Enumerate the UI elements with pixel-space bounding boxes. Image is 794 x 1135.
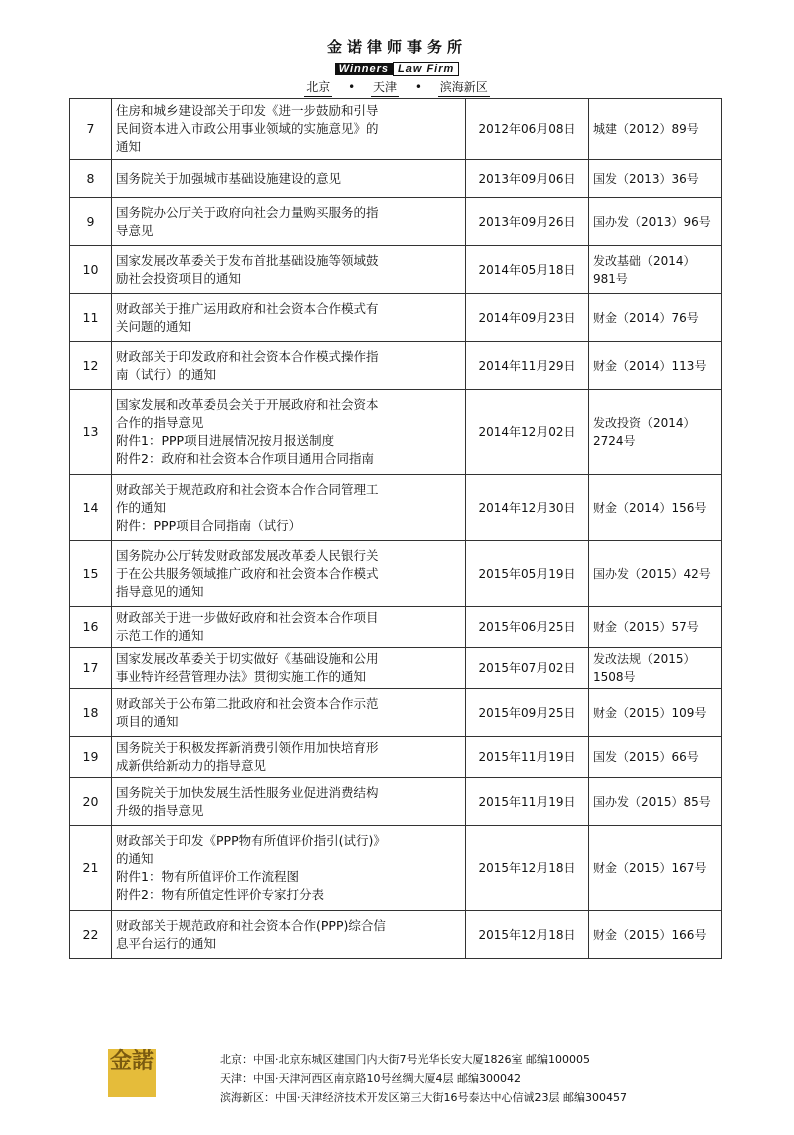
firm-name-en-part2: Law Firm	[393, 62, 459, 76]
issue-date: 2014年12月02日	[466, 390, 589, 475]
row-number: 9	[70, 198, 112, 246]
row-number: 22	[70, 911, 112, 959]
document-title-line: 作的通知	[116, 499, 167, 515]
document-number: 国办发（2013）96号	[589, 198, 722, 246]
document-number: 城建（2012）89号	[589, 99, 722, 160]
row-number: 14	[70, 475, 112, 541]
document-number: 发改法规（2015）1508号	[589, 648, 722, 689]
table-row	[70, 294, 722, 342]
document-title	[112, 246, 466, 294]
separator-dot: •	[414, 80, 422, 94]
document-title-line: 南（试行）的通知	[116, 366, 217, 382]
document-title	[112, 475, 466, 541]
document-title-line: 附件2：物有所值定性评价专家打分表	[116, 887, 324, 902]
document-title-line: 息平台运行的通知	[116, 935, 217, 951]
document-title-line: 国务院办公厅转发财政部发展改革委人民银行关	[116, 547, 379, 563]
document-title-line: 财政部关于印发《PPP物有所值评价指引(试行)》	[116, 833, 386, 848]
issue-date: 2015年09月25日	[466, 689, 589, 737]
document-title-line: 财政部关于规范政府和社会资本合作合同管理工	[116, 481, 379, 497]
row-number: 13	[70, 390, 112, 475]
footer-address-beijing: 北京：中国·北京东城区建国门内大街7号光华长安大厦1826室 邮编100005	[220, 1053, 590, 1066]
document-title-line: 附件：PPP项目合同指南（试行）	[116, 517, 302, 533]
table-row	[70, 342, 722, 390]
document-number: 国办发（2015）85号	[589, 778, 722, 826]
document-title-line: 附件1：物有所值评价工作流程图	[116, 869, 299, 884]
document-number: 财金（2014）156号	[589, 475, 722, 541]
issue-date: 2015年12月18日	[466, 911, 589, 959]
issue-date: 2015年06月25日	[466, 607, 589, 648]
document-number: 发改基础（2014）981号	[589, 246, 722, 294]
document-title-line: 指导意见的通知	[116, 583, 204, 599]
row-number: 10	[70, 246, 112, 294]
document-title	[112, 342, 466, 390]
firm-name-cn: 金诺律师事务所	[326, 38, 467, 56]
document-title-line: 示范工作的通知	[116, 628, 204, 643]
table-row	[70, 648, 722, 689]
letterhead	[0, 36, 794, 76]
footer-address-tianjin: 天津：中国·天津河西区南京路10号丝绸大厦4层 邮编300042	[220, 1072, 521, 1085]
document-title	[112, 778, 466, 826]
document-title-line: 于在公共服务领域推广政府和社会资本合作模式	[116, 565, 379, 581]
document-title	[112, 648, 466, 689]
regulations-table-body	[70, 99, 722, 959]
office-city-beijing: 北京	[304, 78, 332, 97]
issue-date: 2014年11月29日	[466, 342, 589, 390]
document-title	[112, 911, 466, 959]
row-number: 12	[70, 342, 112, 390]
table-row	[70, 778, 722, 826]
document-title-line: 国务院关于加快发展生活性服务业促进消费结构	[116, 784, 379, 800]
document-number: 国发（2013）36号	[589, 160, 722, 198]
issue-date: 2015年05月19日	[466, 541, 589, 607]
document-title	[112, 737, 466, 778]
document-number: 国办发（2015）42号	[589, 541, 722, 607]
document-number: 财金（2015）109号	[589, 689, 722, 737]
document-title	[112, 826, 466, 911]
table-row	[70, 737, 722, 778]
issue-date: 2015年11月19日	[466, 778, 589, 826]
issue-date: 2013年09月26日	[466, 198, 589, 246]
row-number: 15	[70, 541, 112, 607]
document-title-line: 国务院办公厅关于政府向社会力量购买服务的指	[116, 204, 379, 220]
document-number: 财金（2015）166号	[589, 911, 722, 959]
issue-date: 2014年05月18日	[466, 246, 589, 294]
row-number: 17	[70, 648, 112, 689]
document-title	[112, 294, 466, 342]
table-row	[70, 541, 722, 607]
document-title-line: 附件2：政府和社会资本合作项目通用合同指南	[116, 451, 374, 466]
document-title-line: 励社会投资项目的通知	[116, 270, 242, 286]
document-title-line: 成新供给新动力的指导意见	[116, 758, 267, 773]
table-row	[70, 607, 722, 648]
document-title-line: 关问题的通知	[116, 318, 192, 334]
document-title-line: 国务院关于积极发挥新消费引领作用加快培育形	[116, 740, 379, 755]
document-title-line: 升级的指导意见	[116, 802, 204, 818]
document-title	[112, 198, 466, 246]
issue-date: 2015年07月02日	[466, 648, 589, 689]
document-title-line: 项目的通知	[116, 713, 179, 729]
document-title-line: 财政部关于进一步做好政府和社会资本合作项目	[116, 610, 379, 625]
document-title-line: 国家发展改革委关于发布首批基础设施等领域鼓	[116, 252, 379, 268]
table-row	[70, 246, 722, 294]
document-title	[112, 160, 466, 198]
document-number: 财金（2014）113号	[589, 342, 722, 390]
table-row	[70, 198, 722, 246]
separator-dot: •	[348, 80, 356, 94]
regulations-table	[69, 98, 722, 959]
document-title-line: 附件1：PPP项目进展情况按月报送制度	[116, 433, 335, 448]
document-number: 财金（2015）57号	[589, 607, 722, 648]
document-title-line: 民间资本进入市政公用事业领域的实施意见》的	[116, 121, 379, 136]
issue-date: 2014年12月30日	[466, 475, 589, 541]
document-title	[112, 541, 466, 607]
firm-name-en-part1: Winners	[335, 63, 393, 75]
issue-date: 2015年12月18日	[466, 826, 589, 911]
firm-name-en	[335, 63, 460, 75]
office-city-tianjin: 天津	[371, 78, 399, 97]
row-number: 20	[70, 778, 112, 826]
document-title	[112, 689, 466, 737]
table-row	[70, 475, 722, 541]
document-title-line: 事业特许经营管理办法》贯彻实施工作的通知	[116, 669, 367, 684]
document-number: 发改投资（2014）2724号	[589, 390, 722, 475]
row-number: 21	[70, 826, 112, 911]
document-number: 财金（2015）167号	[589, 826, 722, 911]
table-row	[70, 160, 722, 198]
row-number: 11	[70, 294, 112, 342]
document-title-line: 财政部关于印发政府和社会资本合作模式操作指	[116, 348, 379, 364]
document-title-line: 财政部关于公布第二批政府和社会资本合作示范	[116, 695, 379, 711]
document-number: 国发（2015）66号	[589, 737, 722, 778]
document-title-line: 国务院关于加强城市基础设施建设的意见	[116, 170, 342, 186]
table-row	[70, 826, 722, 911]
document-title-line: 财政部关于推广运用政府和社会资本合作模式有	[116, 300, 379, 316]
firm-logo: 金諾	[108, 1049, 156, 1097]
document-title-line: 的通知	[116, 851, 154, 866]
issue-date: 2014年09月23日	[466, 294, 589, 342]
row-number: 18	[70, 689, 112, 737]
document-title-line: 导意见	[116, 222, 154, 238]
document-title	[112, 390, 466, 475]
document-title-line: 合作的指导意见	[116, 415, 204, 430]
footer-addresses	[220, 1050, 627, 1107]
table-row	[70, 99, 722, 160]
document-number: 财金（2014）76号	[589, 294, 722, 342]
document-title-line: 财政部关于规范政府和社会资本合作(PPP)综合信	[116, 917, 386, 933]
office-cities	[0, 78, 794, 97]
footer-address-binhai: 滨海新区：中国·天津经济技术开发区第三大街16号泰达中心信诚23层 邮编300457	[220, 1091, 627, 1104]
issue-date: 2015年11月19日	[466, 737, 589, 778]
table-row	[70, 689, 722, 737]
document-title-line: 住房和城乡建设部关于印发《进一步鼓励和引导	[116, 103, 379, 118]
table-row	[70, 390, 722, 475]
document-title	[112, 607, 466, 648]
document-title-line: 通知	[116, 139, 142, 154]
document-title-line: 国家发展和改革委员会关于开展政府和社会资本	[116, 397, 379, 412]
row-number: 16	[70, 607, 112, 648]
office-city-binhai: 滨海新区	[438, 78, 490, 97]
row-number: 19	[70, 737, 112, 778]
document-title	[112, 99, 466, 160]
row-number: 8	[70, 160, 112, 198]
row-number: 7	[70, 99, 112, 160]
document-title-line: 国家发展改革委关于切实做好《基础设施和公用	[116, 651, 379, 666]
table-row	[70, 911, 722, 959]
issue-date: 2012年06月08日	[466, 99, 589, 160]
issue-date: 2013年09月06日	[466, 160, 589, 198]
